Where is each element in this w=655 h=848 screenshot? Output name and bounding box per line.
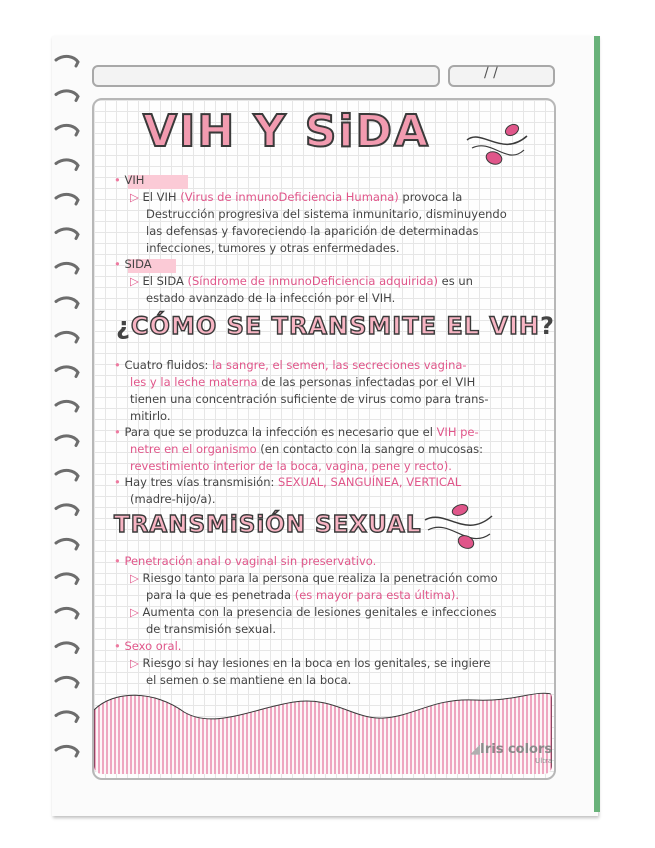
heading-transmision-sexual: TRANSMiSiÓN SEXUAL (114, 512, 422, 538)
spiral-binding (54, 50, 82, 800)
vih-line-1: ▷ El VIH (Virus de inmunoDeficiencia Humana) provoca la (130, 190, 463, 204)
spiral-ring (56, 608, 78, 618)
ribbon-icon-2 (420, 500, 500, 554)
spiral-ring (56, 401, 78, 411)
infection-line-1: • Para que se produzca la infección es necesario que el VIH pe- (114, 425, 479, 439)
spiral-ring (56, 436, 78, 446)
spiral-ring (56, 298, 78, 308)
spiral-ring (56, 643, 78, 653)
spiral-ring (56, 125, 78, 135)
vih-line-2: Destrucción progresiva del sistema inmunitario, disminuyendo (146, 207, 507, 221)
oral-risk-line-1: ▷ Riesgo si hay lesiones en la boca en los genitales, se ingiere (130, 656, 491, 670)
spiral-ring (56, 574, 78, 584)
sida-label: • SIDA (114, 257, 152, 271)
spiral-ring (56, 56, 78, 66)
spiral-ring (56, 746, 78, 756)
sida-line-2: estado avanzado de la infección por el VIH. (146, 291, 396, 305)
spiral-ring (56, 332, 78, 342)
spiral-ring (56, 194, 78, 204)
sida-line-1: ▷ El SIDA (Síndrome de inmunoDeficiencia adquirida) es un (130, 274, 473, 288)
date-placeholder: / / (484, 65, 498, 81)
spiral-ring (56, 91, 78, 101)
increase-line-2: de transmisión sexual. (146, 622, 277, 636)
infection-line-2: netre en el organismo (en contacto con la sangre o mucosas: (130, 442, 484, 456)
fluids-line-4: mitirlo. (130, 409, 171, 423)
increase-line-1: ▷ Aumenta con la presencia de lesiones genitales e infecciones (130, 605, 497, 619)
page-title: VIH Y SiDA (143, 106, 431, 157)
vih-label: • VIH (114, 173, 145, 187)
penetration-line: • Penetración anal o vaginal sin preservativo. (114, 554, 377, 568)
vih-line-3: las defensas y favoreciendo la aparición de determinadas (146, 224, 479, 238)
vih-line-4: infecciones, tumores y otras enfermedades. (146, 241, 400, 255)
fluids-line-2: les y la leche materna de las personas infectadas por el VIH (130, 375, 476, 389)
spiral-ring (56, 505, 78, 515)
oral-sex-line: • Sexo oral. (114, 639, 182, 653)
routes-line-2: (madre-hijo/a). (130, 492, 216, 506)
oral-risk-line-2: el semen o se mantiene en la boca. (146, 673, 352, 687)
spiral-ring (56, 470, 78, 480)
brand-logo: ◢Iris colors Ultra (470, 742, 553, 765)
fluids-line-1: • Cuatro fluidos: la sangre, el semen, las secreciones vagina- (114, 358, 467, 372)
risk-line-2: para la que es penetrada (es mayor para esta última). (146, 588, 460, 602)
heading-como-se-transmite: ¿CÓMO SE TRANSMITE EL VIH? (116, 312, 555, 340)
spiral-ring (56, 229, 78, 239)
spiral-ring (56, 677, 78, 687)
infection-line-3: revestimiento interior de la boca, vagina, pene y recto). (130, 459, 452, 473)
risk-line-1: ▷ Riesgo tanto para la persona que realiza la penetración como (130, 571, 498, 585)
ribbon-icon (462, 118, 532, 170)
spiral-ring (56, 367, 78, 377)
date-field (448, 65, 555, 87)
routes-line-1: • Hay tres vías transmisión: SEXUAL, SANGUÍNEA, VERTICAL (114, 475, 462, 489)
page-edge (594, 36, 600, 812)
spiral-ring (56, 539, 78, 549)
title-field (92, 65, 440, 87)
spiral-ring (56, 712, 78, 722)
spiral-ring (56, 160, 78, 170)
fluids-line-3: tienen una concentración suficiente de virus como para trans- (130, 392, 489, 406)
spiral-ring (56, 263, 78, 273)
